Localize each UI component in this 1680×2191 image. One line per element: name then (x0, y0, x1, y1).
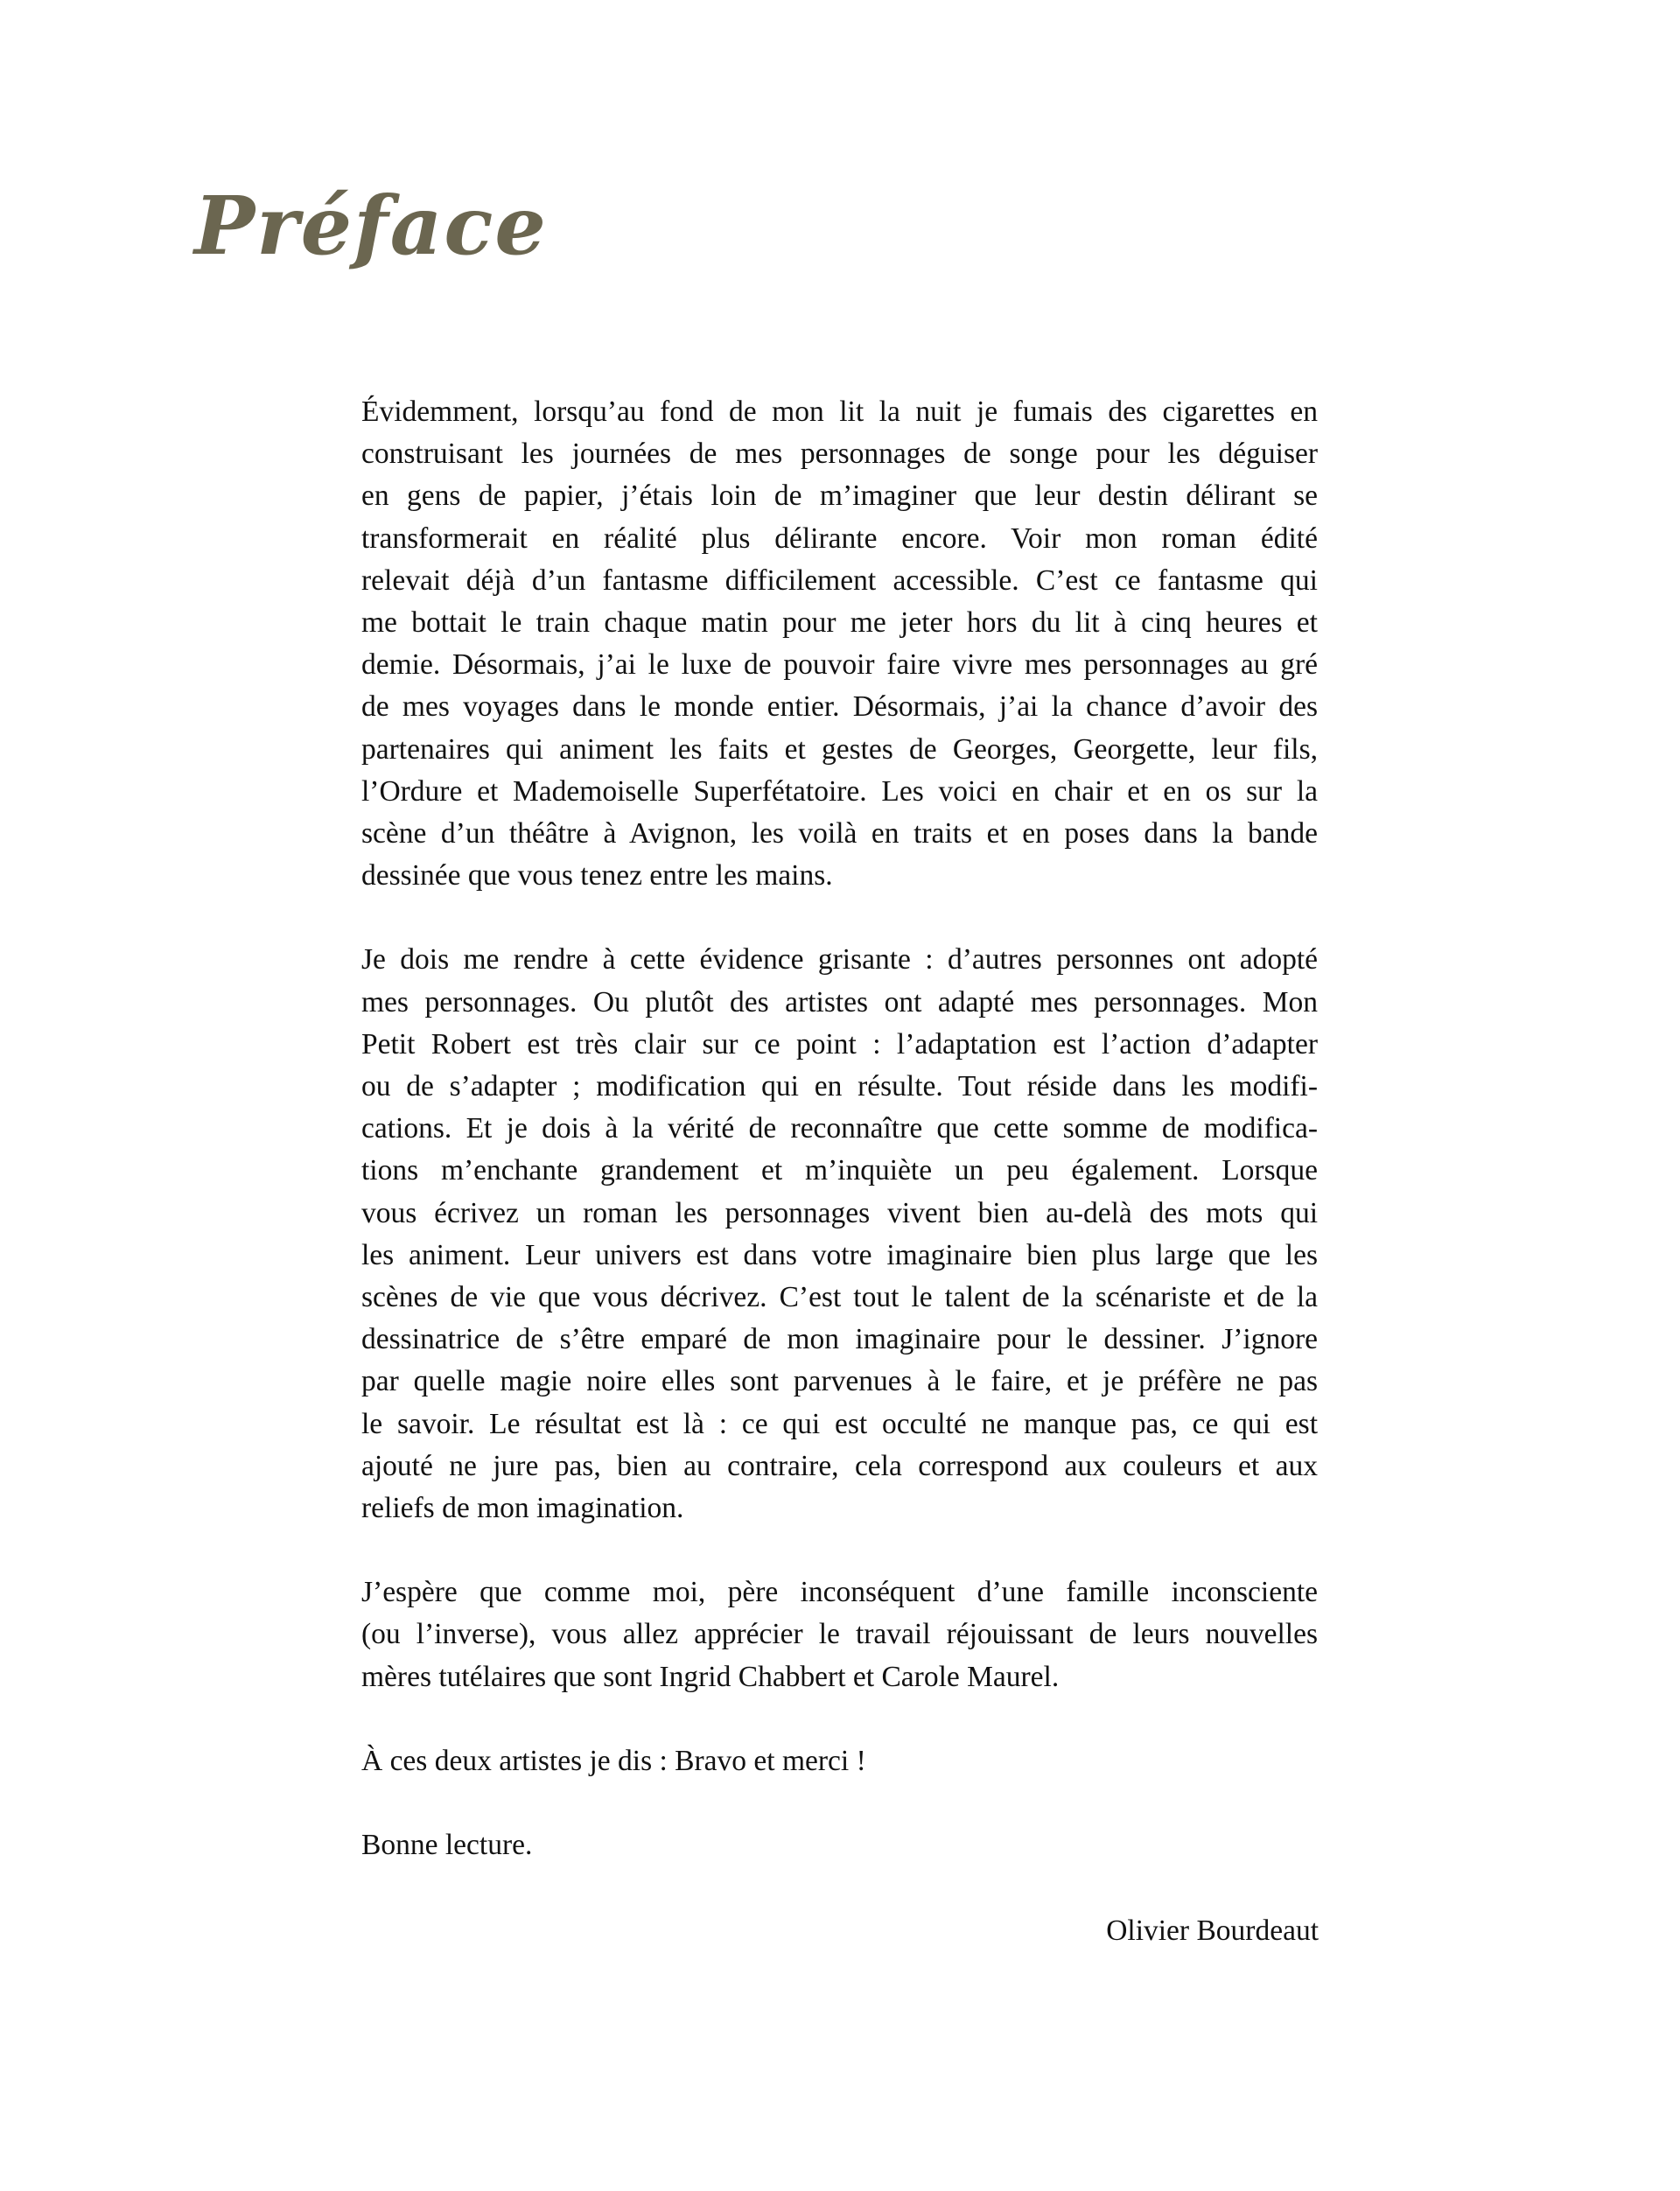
text-line: cations. Et je dois à la vérité de reconnaître que cette somme de modifica- (361, 1112, 1318, 1145)
text-line: (ou l’inverse), vous allez apprécier le travail réjouissant de leurs nouvelles (361, 1618, 1318, 1651)
text-line: reliefs de mon imagination. (361, 1491, 684, 1524)
text-line: vous écrivez un roman les personnages vivent bien au-delà des mots qui (361, 1196, 1318, 1229)
text-line: scène d’un théâtre à Avignon, les voilà en traits et en poses dans la bande (361, 816, 1318, 850)
text-line: transformerait en réalité plus délirante encore. Voir mon roman édité (361, 522, 1318, 555)
text-line: partenaires qui animent les faits et gestes de Georges, Georgette, leur fils, (361, 732, 1318, 766)
text-line: mes personnages. Ou plutôt des artistes ont adapté mes personnages. Mon (361, 985, 1318, 1018)
text-line: ajouté ne jure pas, bien au contraire, cela correspond aux couleurs et aux (361, 1449, 1318, 1482)
text-line: Petit Robert est très clair sur ce point : l’adaptation est l’action d’adapter (361, 1027, 1318, 1060)
paragraph-5 (361, 1824, 1318, 1866)
paragraph-gap (361, 1530, 1318, 1572)
author-signature: Olivier Bourdeaut (1106, 1914, 1319, 1947)
paragraph-2 (361, 939, 1318, 1530)
paragraph-3 (361, 1572, 1318, 1698)
text-line: Évidemment, lorsqu’au fond de mon lit la nuit je fumais des cigarettes en (361, 396, 1318, 428)
text-line: construisant les journées de mes personnages de songe pour les déguiser (361, 438, 1318, 471)
text-line: ou de s’adapter ; modification qui en résulte. Tout réside dans les modifi- (361, 1070, 1318, 1102)
text-line: mères tutélaires que sont Ingrid Chabbert et Carole Maurel. (361, 1660, 1060, 1693)
text-line: l’Ordure et Mademoiselle Superfétatoire. Les voici en chair et en os sur la (361, 774, 1318, 808)
text-line: dessinée que vous tenez entre les mains. (361, 859, 833, 892)
text-line: Je dois me rendre à cette évidence grisante : d’autres personnes ont adopté (361, 943, 1318, 976)
text-line: dessinatrice de s’être emparé de mon imaginaire pour le dessiner. J’ignore (361, 1323, 1318, 1356)
text-line: demie. Désormais, j’ai le luxe de pouvoir faire vivre mes personnages au gré (361, 648, 1318, 682)
text-line: tions m’enchante grandement et m’inquiète un peu également. Lorsque (361, 1154, 1318, 1187)
text-line: par quelle magie noire elles sont parvenues à le faire, et je préfère ne pas (361, 1365, 1318, 1398)
paragraph-gap (361, 1782, 1318, 1824)
text-line: en gens de papier, j’étais loin de m’imaginer que leur destin délirant se (361, 480, 1318, 513)
text-line: À ces deux artistes je dis : Bravo et merci ! (361, 1745, 866, 1777)
text-line: Bonne lecture. (361, 1829, 533, 1862)
text-line: les animent. Leur univers est dans votre imaginaire bien plus large que les (361, 1238, 1318, 1271)
preface-body (361, 391, 1318, 1867)
page-title: Préface (194, 178, 548, 273)
text-line: J’espère que comme moi, père inconséquent d’une famille inconsciente (361, 1576, 1318, 1609)
paragraph-1 (361, 391, 1318, 897)
text-line: de mes voyages dans le monde entier. Désormais, j’ai la chance d’avoir des (361, 690, 1318, 724)
paragraph-gap (361, 897, 1318, 939)
text-line: scènes de vie que vous décrivez. C’est tout le talent de la scénariste et de la (361, 1280, 1318, 1313)
text-line: me bottait le train chaque matin pour me jeter hors du lit à cinq heures et (361, 606, 1318, 639)
paragraph-gap (361, 1698, 1318, 1740)
paragraph-4 (361, 1740, 1318, 1782)
text-line: relevait déjà d’un fantasme difficilement accessible. C’est ce fantasme qui (361, 564, 1318, 597)
text-line: le savoir. Le résultat est là : ce qui est occulté ne manque pas, ce qui est (361, 1407, 1318, 1440)
